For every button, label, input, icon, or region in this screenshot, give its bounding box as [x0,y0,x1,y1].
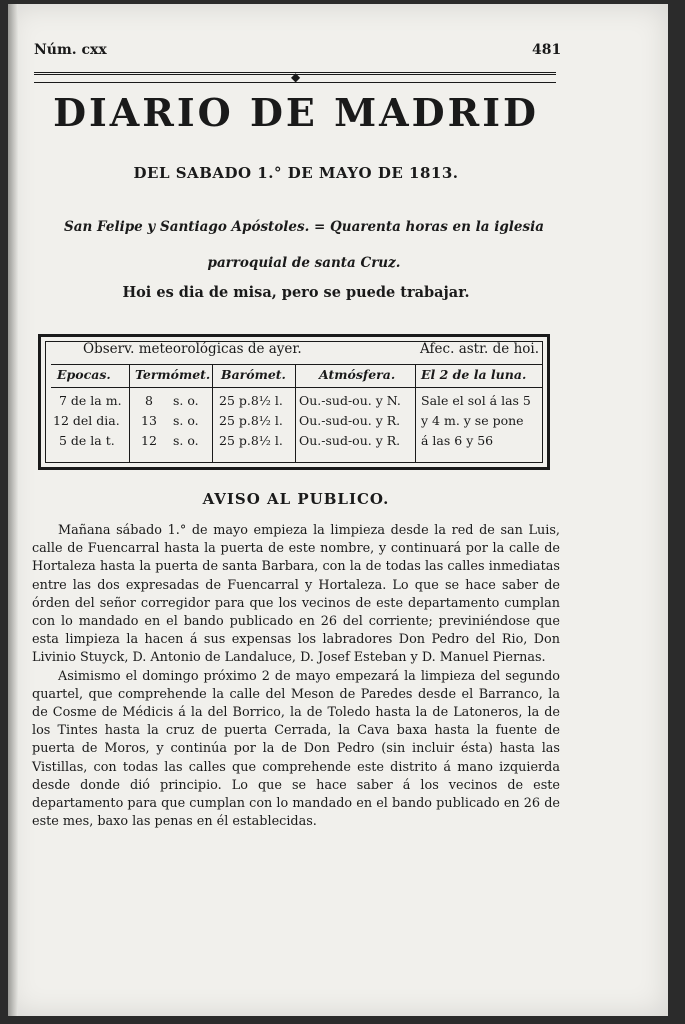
table-column-divider [212,364,213,463]
row-3-atmosfera: Ou.-sud-ou. y R. [299,433,401,448]
row-2-atmosfera: Ou.-sud-ou. y R. [299,413,401,428]
row-1-termometro: 8 [145,393,153,408]
saints-of-the-day [48,209,560,281]
row-2-barometro: 25 p.8½ l. [219,413,283,428]
row-1-atmosfera: Ou.-sud-ou. y N. [299,393,401,408]
rule-ornament-icon: ◆ [291,70,301,84]
table-column-divider [295,364,296,463]
newspaper-page [8,4,668,1016]
row-3-luna: á las 6 y 56 [421,433,494,448]
column-header-epocas: Epocas. [57,367,111,382]
masthead-title: DIARIO DE MADRID [53,90,539,135]
row-3-barometro: 25 p.8½ l. [219,433,283,448]
row-1-luna: Sale el sol á las 5 [421,393,531,408]
issue-number: Núm. cxx [34,42,107,58]
table-column-divider [415,364,416,463]
column-header-atmosfera: Atmósfera. [319,367,396,382]
row-2-luna: y 4 m. y se pone [421,413,524,428]
weather-heading: Observ. meteorológicas de ayer. [83,341,302,357]
page-number: 481 [532,42,562,58]
table-rule [51,364,543,365]
saints-line-2: parroquial de santa Cruz. [207,255,401,271]
column-header-termometro: Termómet. [135,367,211,382]
date-line: DEL SABADO 1.° DE MAYO DE 1813. [133,164,459,182]
astro-heading: Afec. astr. de hoi. [420,341,539,357]
row-1-barometro: 25 p.8½ l. [219,393,283,408]
notice-body [32,522,560,831]
row-2-epoca: 12 del dia. [53,413,120,428]
saints-line-1: San Felipe y Santiago Apóstoles. = Quarenta horas en la iglesia [64,219,544,235]
row-2-termometro-dir: s. o. [173,413,199,428]
column-header-luna: El 2 de la luna. [421,367,527,382]
weather-table [38,334,550,470]
row-3-termometro: 12 [141,433,157,448]
mass-notice: Hoi es dia de misa, pero se puede trabajar. [122,284,470,301]
row-1-epoca: 7 de la m. [59,393,122,408]
column-header-barometro: Barómet. [221,367,286,382]
row-1-termometro-dir: s. o. [173,393,199,408]
row-3-epoca: 5 de la t. [59,433,115,448]
table-rule [51,387,543,388]
row-3-termometro-dir: s. o. [173,433,199,448]
page-left-edge [8,4,18,1016]
notice-paragraph-2: Asimismo el domingo próximo 2 de mayo empezará la limpieza del segundo quartel, que comprehende la calle del Meson de Paredes desde el Barranco, la de Cosme de Médicis á la del Borrico, la de Toledo hasta la de Latoneros, la de los Tintes hasta la cruz de puerta Cerrada, la Cava baxa hasta la fuente de puerta de Moros, y continúa por la de Don Pedro (sin incluir ésta) hasta las Vistillas, con todas las calles que comprehende este distrito á mano izquierda desde donde dió principio. Lo que se hace saber á los vecinos de este departamento para que cumplan con lo mandado en el bando publicado en 26 de este mes, baxo las penas en él establecidas. [32,668,560,830]
table-column-divider [129,364,130,463]
notice-title: AVISO AL PUBLICO. [202,490,390,508]
notice-paragraph-1: Mañana sábado 1.° de mayo empieza la limpieza desde la red de san Luis, calle de Fuencarral hasta la puerta de este nombre, y continuará por la calle de Hortaleza hasta la puerta de santa Barbara, con la de todas las calles inmediatas entre las dos expresadas de Fuencarral y Hortaleza. Lo que se hace saber de órden del señor corregidor para que los vecinos de este departamento cumplan con lo mandado en el bando publicado en 26 del corriente; previniéndose que esta limpieza la hacen á sus expensas los labradores Don Pedro del Rio, Don Livinio Stuyck, D. Antonio de Landaluce, D. Josef Esteban y D. Manuel Piernas. [32,523,560,666]
row-2-termometro: 13 [141,413,157,428]
